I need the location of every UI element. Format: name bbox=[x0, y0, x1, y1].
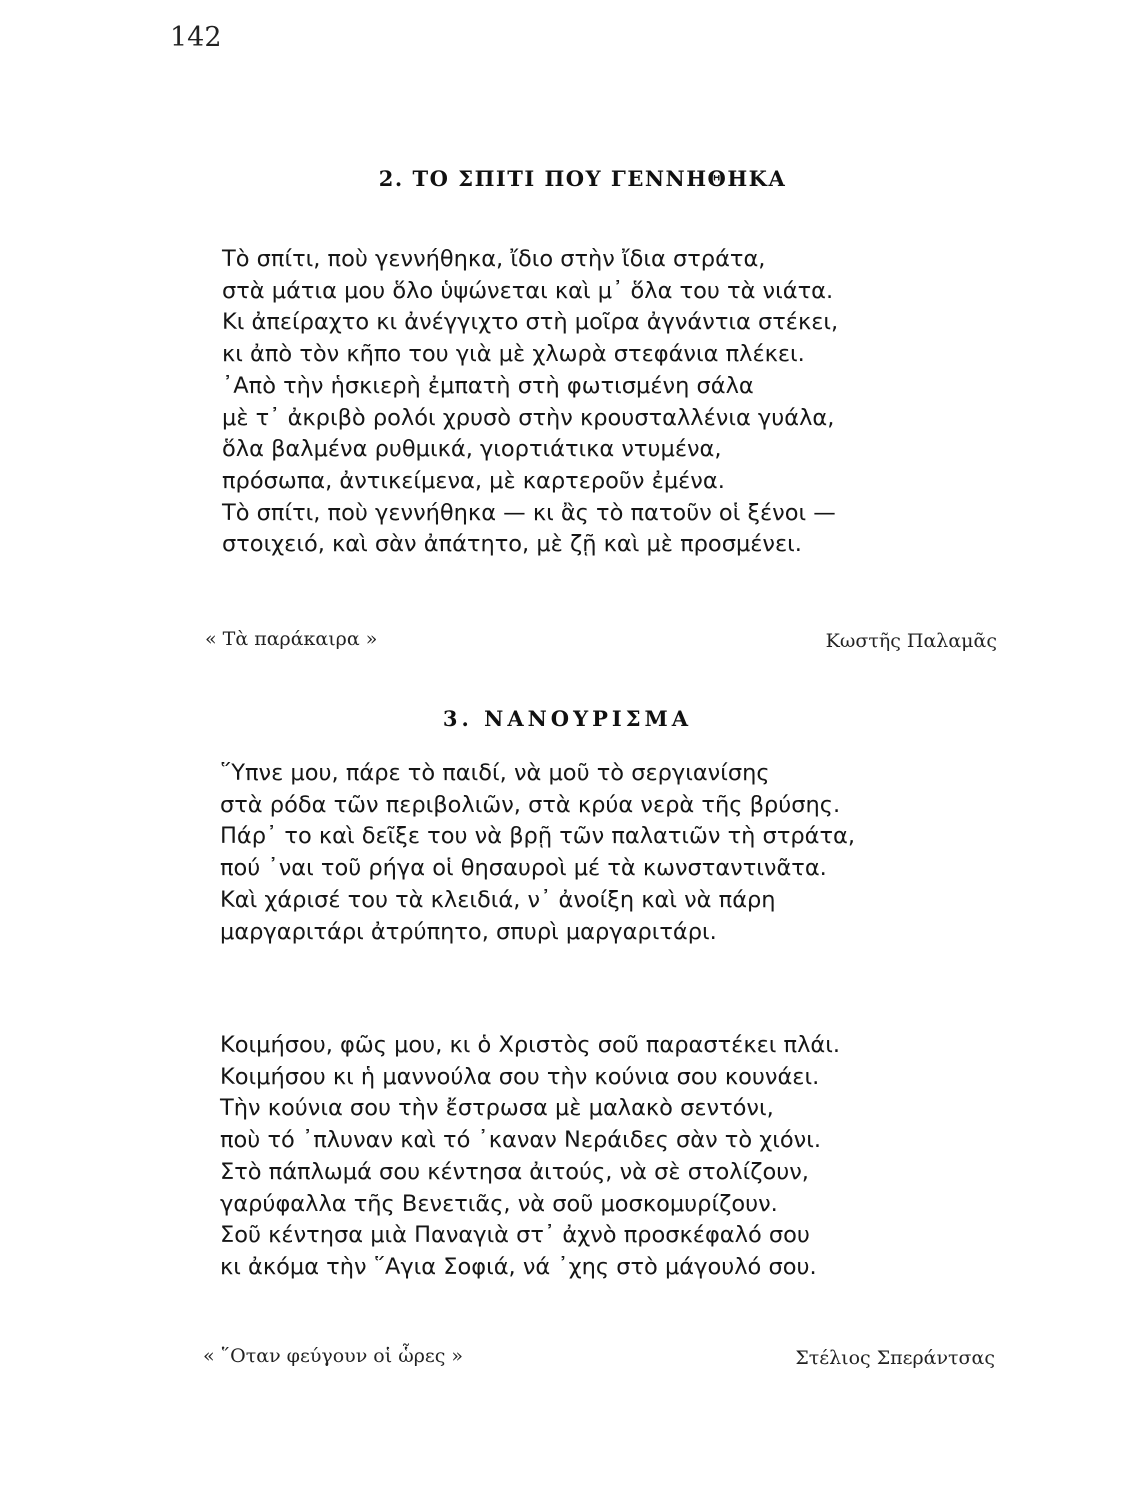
poem-line: ῞Υπνε μου, πάρε τὸ παιδί, νὰ μοῦ τὸ σεργιανίσης bbox=[220, 760, 770, 786]
poem-line: πού ᾽ναι τοῦ ρήγα οἱ θησαυροὶ μέ τὰ κωνσταντινᾶτα. bbox=[220, 855, 827, 882]
poem-line: Κοιμήσου κι ἡ μαννούλα σου τὴν κούνια σου κουνάει. bbox=[220, 1063, 820, 1090]
poem-source-house: « Τὰ παράκαιρα » bbox=[205, 628, 378, 650]
poem-line: Κι ἀπείραχτο κι ἀνέγγιχτο στὴ μοῖρα ἀγνάντια στέκει, bbox=[222, 309, 839, 336]
poem-line: Κοιμήσου, φῶς μου, κι ὁ Χριστὸς σοῦ παραστέκει πλάι. bbox=[220, 1032, 840, 1058]
poem-line: Τὸ σπίτι, ποὺ γεννήθηκα — κι ἂς τὸ πατοῦν οἱ ξένοι — bbox=[222, 499, 836, 526]
poem-author-lullaby: Στέλιος Σπεράντσας bbox=[795, 1347, 995, 1369]
poem-line: πρόσωπα, ἀντικείμενα, μὲ καρτεροῦν ἐμένα. bbox=[222, 467, 725, 494]
poem-line: Στὸ πάπλωμά σου κέντησα ἀιτούς, νὰ σὲ στολίζουν, bbox=[220, 1158, 809, 1185]
poem-source-lullaby: « ῞Οταν φεύγουν οἱ ὧρες » bbox=[203, 1345, 464, 1367]
poem-line: ὅλα βαλμένα ρυθμικά, γιορτιάτικα ντυμένα, bbox=[222, 436, 722, 463]
poem-line: μὲ τ᾽ ἀκριβὸ ρολόι χρυσὸ στὴν κρουσταλλένια γυάλα, bbox=[222, 404, 835, 431]
poem-line: κι ἀπὸ τὸν κῆπο του γιὰ μὲ χλωρὰ στεφάνια πλέκει. bbox=[222, 341, 805, 368]
page-number: 142 bbox=[170, 22, 222, 53]
section-title-lullaby: 3. ΝΑΝΟΥΡΙΣΜΑ bbox=[442, 706, 693, 731]
poem-line: Τὴν κούνια σου τὴν ἔστρωσα μὲ μαλακὸ σεντόνι, bbox=[220, 1095, 774, 1122]
poem-line: Καὶ χάρισέ του τὰ κλειδιά, ν᾽ ἀνοίξη καὶ νὰ πάρη bbox=[220, 886, 776, 913]
poem-line: μαργαριτάρι ἀτρύπητο, σπυρὶ μαργαριτάρι. bbox=[220, 918, 717, 945]
poem-line: στὰ ρόδα τῶν περιβολιῶν, στὰ κρύα νερὰ τῆς βρύσης. bbox=[220, 791, 841, 818]
poem-line: στοιχειό, καὶ σὰν ἀπάτητο, μὲ ζῇ καὶ μὲ προσμένει. bbox=[222, 531, 802, 558]
section-title-house: 2. ΤΟ ΣΠΙΤΙ ΠΟΥ ΓΕΝΝΗΘΗΚΑ bbox=[378, 166, 787, 191]
poem-line: Πάρ᾽ το καὶ δεῖξε του νὰ βρῇ τῶν παλατιῶν τὴ στράτα, bbox=[220, 823, 856, 850]
poem-house bbox=[222, 244, 838, 561]
poem-lullaby-stanza-1 bbox=[220, 758, 855, 948]
poem-line: γαρύφαλλα τῆς Βενετιᾶς, νὰ σοῦ μοσκομυρίζουν. bbox=[220, 1190, 778, 1217]
poem-line: ποὺ τό ᾽πλυναν καὶ τό ᾽καναν Νεράιδες σὰν τὸ χιόνι. bbox=[220, 1127, 821, 1154]
poem-line: κι ἀκόμα τὴν ῞Αγια Σοφιά, νά ᾽χης στὸ μάγουλό σου. bbox=[220, 1253, 817, 1280]
poem-line: ᾽Απὸ τὴν ἡσκιερὴ ἐμπατὴ στὴ φωτισμένη σάλα bbox=[222, 372, 754, 399]
poem-line: Σοῦ κέντησα μιὰ Παναγιὰ στ᾽ ἀχνὸ προσκέφαλό σου bbox=[220, 1222, 810, 1249]
poem-line: Τὸ σπίτι, ποὺ γεννήθηκα, ἴδιο στὴν ἴδια στράτα, bbox=[222, 246, 766, 272]
poem-line: στὰ μάτια μου ὅλο ὑψώνεται καὶ μ᾽ ὅλα του τὰ νιάτα. bbox=[222, 277, 834, 304]
poem-author-house: Κωστῆς Παλαμᾶς bbox=[825, 630, 997, 652]
poem-lullaby-stanza-2 bbox=[220, 1030, 840, 1284]
